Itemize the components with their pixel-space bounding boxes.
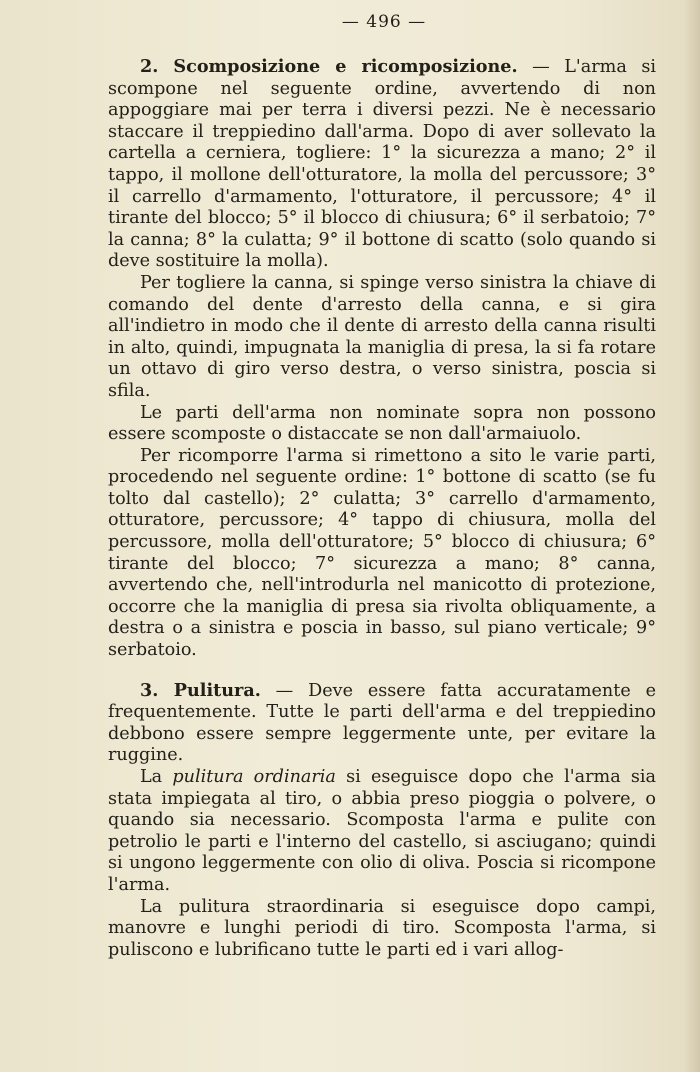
body-text (108, 56, 656, 961)
paragraph-text: — L'arma si scompone nel seguente ordine, avvertendo di non appoggiare mai per terra i diversi pezzi. Ne è necessario staccare il treppiedino dall'arma. Dopo di aver sollevato la cartella a cerniera, togliere: 1° la sicurezza a mano; 2° il tappo, il mollone dell'otturatore, la molla del percussore; 3° il carrello d'armamento, l'otturatore, il percussore; 4° il tirante del blocco; 5° il blocco di chiusura; 6° il serbatoio; 7° la canna; 8° la culatta; 9° il bottone di scatto (solo quando si deve sostituire la molla). (108, 57, 657, 272)
paragraph-emphasis: pulitura ordinaria (172, 767, 336, 787)
paragraph-lead: La (140, 767, 173, 787)
paragraph-text: Per ricomporre l'arma si rimettono a sito le varie parti, procedendo nel seguente ordine: 1° bottone di scatto (se fu tolto dal castello); 2° culatta; 3° carrello d'armamento, otturatore, percussore; 4° tappo di chiusura, molla del percussore, molla dell'otturatore; 5° blocco di chiusura; 6° tirante del blocco; 7° sicurezza a mano; 8° canna, avvertendo che, nell'introdurla nel manicotto di protezione, occorre che la maniglia di presa sia rivolta obliquamente, a destra o a sinistra e poscia in basso, sul piano verticale; 9° serbatoio. (108, 445, 656, 661)
page-edge-shadow (684, 0, 700, 1072)
paragraph-pulitura-ordinaria (108, 767, 656, 897)
paragraph-text: si eseguisce dopo che l'arma sia stata impiegata al tiro, o abbia preso pioggia o polvere, o quando sia necessario. Scomposta l'arma e pulite con petrolio le parti e l'interno del castello, si asciugano; quindi si ungono leggermente con olio di oliva. Poscia si ricompone l'arma. (108, 767, 657, 895)
paragraph-text: Per togliere la canna, si spinge verso sinistra la chiave di comando del dente d'arresto della canna, e si gira all'indietro in modo che il dente di arresto della canna risulti in alto, quindi, impugnata la maniglia di presa, la si fa rotare un ottavo di giro verso destra, o verso sinistra, poscia si sfila. (108, 272, 656, 401)
paragraph-ricomporre (108, 446, 656, 662)
paragraph-text: Le parti dell'arma non nominate sopra non possono essere scomposte o distaccate se non dall'armaiuolo. (108, 402, 656, 445)
paragraph-canna (108, 273, 656, 403)
paragraph-pulitura-straordinaria (108, 897, 656, 962)
paragraph-pulitura (108, 680, 656, 767)
section-heading-scomposizione: 2. Scomposizione e ricomposizione. (140, 56, 518, 77)
paragraph-text: — Deve essere fatta accuratamente e frequentemente. Tutte le parti dell'arma e del treppiedino debbono essere sempre leggermente unte, per evitare la ruggine. (108, 680, 656, 766)
paragraph-armaiuolo (108, 403, 656, 446)
paragraph-scomposizione (108, 56, 656, 273)
paragraph-text: La pulitura straordinaria si eseguisce dopo campi, manovre e lunghi periodi di tiro. Scomposta l'arma, si puliscono e lubrificano tutte le parti ed i vari allog- (108, 896, 656, 960)
page-number: — 496 — (341, 12, 427, 32)
section-heading-pulitura: 3. Pulitura. (140, 679, 261, 701)
